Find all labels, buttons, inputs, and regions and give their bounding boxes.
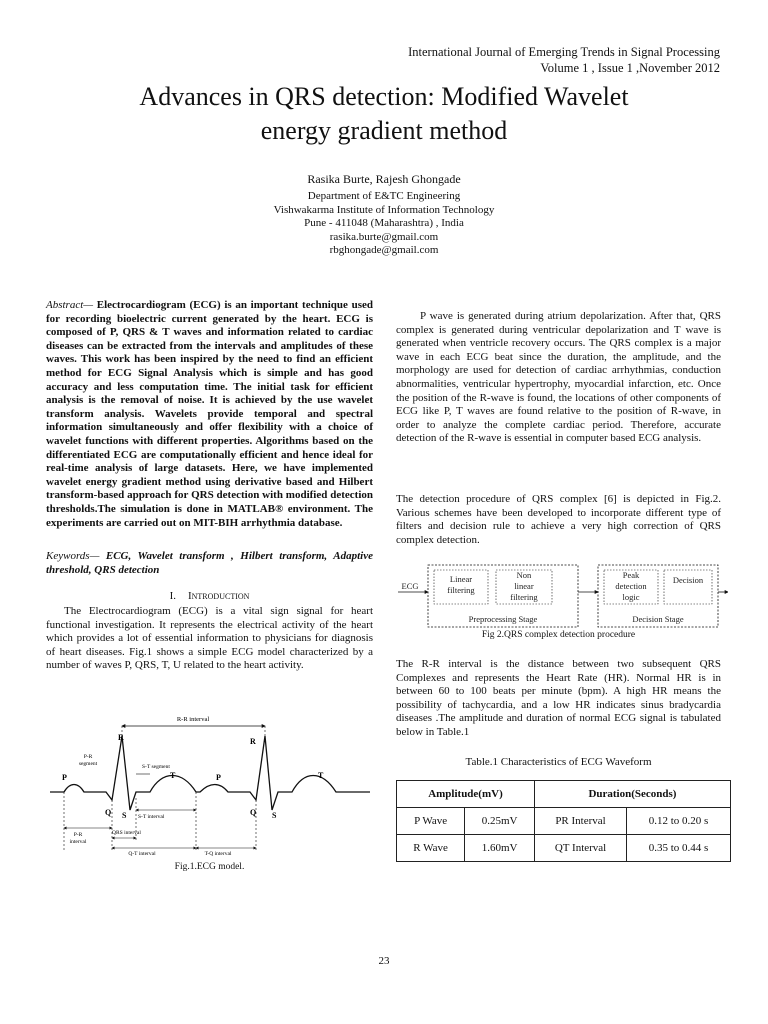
- table-header-duration: Duration(Seconds): [534, 781, 730, 808]
- table-cell: QT Interval: [534, 835, 626, 862]
- nonlinear-label-3: filtering: [510, 592, 538, 602]
- qt-interval-label: Q-T interval: [128, 851, 156, 857]
- table-cell: 0.12 to 0.20 s: [627, 808, 731, 835]
- label-r2: R: [250, 737, 256, 746]
- table-header-amplitude: Amplitude(mV): [397, 781, 535, 808]
- pr-segment-label-2: segment: [78, 761, 98, 767]
- page-number: 23: [378, 955, 390, 967]
- abstract-lead: Abstract—: [46, 299, 94, 311]
- table1-caption: Table.1 Characteristics of ECG Waveform: [465, 756, 652, 768]
- nonlinear-label-1: Non: [516, 570, 532, 580]
- interval-arrows: [64, 774, 256, 848]
- label-s2: S: [272, 811, 277, 820]
- abstract-text: Electrocardiogram (ECG) is an important technique used for recording bioelectric current generated by the heart. ECG is composed of P, QRS & T waves and information related to cardiac diseases can be extracted from the intervals and amplitudes of these waves. This work has been inspired by the need to find an efficient method for ECG Signal Analysis which is simple and has good accuracy and less computation time. The initial task for efficient analysis is the removal of noise. It is achieved by the use wavelet transform analysis. Wavelets provide temporal and spectral information simultaneously and offer flexibility with a choice of wavelet functions with different properties. Algorithms based on the differentiated ECG are computationally efficient and hence ideal for real-time analysis of large datasets. Here, we have implemented wavelet energy gradient method using derivative based and Hilbert transform-based approach for QRS detection with modified detection thresholds.The simulation is done in MATLAB® environment. The experiments are carried out on MIT-BIH arrhythmia database.: [46, 299, 373, 529]
- journal-issue: Volume 1 , Issue 1 ,November 2012: [540, 61, 720, 75]
- table-cell: 0.25mV: [465, 808, 535, 835]
- right-paragraph-1: P wave is generated during atrium depolarization. After that, QRS complex is generated during ventricular depolarization and T wave is generated when ventricle recovery occurs. The QRS complex is a major wave in each ECG beat since the duration, the amplitude, and the morphology are used for detection of cardiac arrhythmias, conduction abnormalities, ventricular hypertrophy, myocardial infarction, etc. Once the position of the R-wave is found, the locations of other components of ECG like P, T waves are found relative to the position of R-wave, in order to analyze the complete cardiac period. Therefore, accurate detection of the R-wave is essential in computer based ECG analysis.: [396, 310, 721, 445]
- fig1-caption: Fig.1.ECG model.: [174, 862, 245, 872]
- label-t1: T: [170, 771, 176, 780]
- decision-stage-label: Decision Stage: [632, 614, 684, 624]
- rr-interval-label: R-R interval: [176, 716, 210, 723]
- ecg-model-figure: [50, 712, 370, 860]
- table-row: [397, 808, 731, 835]
- st-interval-label: S-T interval: [138, 814, 165, 820]
- label-q1: Q: [105, 808, 112, 817]
- author-email-1: rasika.burte@gmail.com: [329, 230, 439, 243]
- paper-title: [40, 80, 728, 148]
- interval-labels: [70, 754, 232, 857]
- keywords-text: ECG, Wavelet transform , Hilbert transform, Adaptive threshold, QRS detection: [46, 550, 373, 576]
- ecg-characteristics-table: [396, 780, 731, 862]
- label-s1: S: [122, 811, 127, 820]
- section-title: Introduction: [187, 590, 250, 602]
- authors: Rasika Burte, Rajesh Ghongade: [307, 172, 461, 186]
- label-t2: T: [318, 771, 324, 780]
- pr-segment-label-1: P-R: [83, 754, 93, 760]
- abstract: [46, 299, 373, 530]
- peak-label-1: Peak: [622, 570, 640, 580]
- table-cell: 1.60mV: [465, 835, 535, 862]
- affiliation-institute: Vishwakarma Institute of Information Technology: [273, 203, 495, 216]
- peak-label-3: logic: [622, 592, 640, 602]
- right-paragraph-2: The detection procedure of QRS complex [6] is depicted in Fig.2. Various schemes have been developed to incorporate different type of filters and decision rule to achieve a very high correction of QRS complex detection.: [396, 493, 721, 546]
- table-cell: PR Interval: [534, 808, 626, 835]
- section-heading-introduction: [46, 590, 373, 602]
- decision-label: Decision: [672, 575, 704, 585]
- keywords-lead: Keywords—: [46, 550, 100, 562]
- linear-label-1: Linear: [449, 574, 473, 584]
- pr-interval-label-2: interval: [69, 839, 87, 845]
- fig2-caption: Fig 2.QRS complex detection procedure: [481, 630, 636, 640]
- wave-labels: [62, 733, 324, 820]
- section-number: I.: [169, 590, 176, 602]
- table-cell: 0.35 to 0.44 s: [627, 835, 731, 862]
- preprocessing-stage-label: Preprocessing Stage: [468, 614, 538, 624]
- ecg-input-label: ECG: [401, 581, 419, 591]
- nonlinear-label-2: linear: [514, 581, 534, 591]
- st-segment-label: S-T segment: [142, 764, 170, 770]
- right-paragraph-3: The R-R interval is the distance between two subsequent QRS Complexes and represents the Heart Rate (HR). Normal HR is in between 60 to 100 beats per minute (bpm). A high HR means the possibility of tachycardia, and a low HR indicates sinus bradycardia diseases .The amplitude and duration of normal ECG signal is tabulated below in Table.1: [396, 658, 721, 738]
- qrs-interval-label: QRS interval: [112, 830, 141, 836]
- keywords: [46, 550, 373, 577]
- linear-label-2: filtering: [447, 585, 475, 595]
- affiliation-address: Pune - 411048 (Maharashtra) , India: [304, 217, 464, 229]
- journal-header: [408, 44, 720, 76]
- qrs-detection-diagram: [398, 560, 728, 632]
- journal-name: International Journal of Emerging Trends in Signal Processing: [408, 45, 720, 59]
- label-r1: R: [118, 733, 124, 742]
- affiliation: [0, 190, 768, 258]
- label-p1: P: [62, 773, 67, 782]
- tq-interval-label: T-Q interval: [204, 851, 232, 857]
- peak-label-2: detection: [615, 581, 647, 591]
- pr-interval-label-1: P-R: [73, 832, 83, 838]
- table-row: [397, 835, 731, 862]
- author-email-2: rbghongade@gmail.com: [329, 244, 439, 256]
- affiliation-dept: Department of E&TC Engineering: [307, 190, 461, 202]
- table-cell: P Wave: [397, 808, 465, 835]
- table-header-row: [397, 781, 731, 808]
- title-line-1: Advances in QRS detection: Modified Wavelet: [139, 82, 629, 111]
- interval-guides: [64, 726, 265, 852]
- label-q2: Q: [250, 808, 257, 817]
- table-cell: R Wave: [397, 835, 465, 862]
- label-p2: P: [216, 773, 221, 782]
- intro-paragraph: The Electrocardiogram (ECG) is a vital sign signal for heart functional investigation. It represents the electrical activity of the heart which provides a lot of essential information to physicians for diagnosis of heart diseases. Fig.1 shows a simple ECG model characterized by a number of waves P, QRS, T, U related to the heart activity.: [46, 605, 373, 672]
- title-line-2: energy gradient method: [260, 116, 508, 145]
